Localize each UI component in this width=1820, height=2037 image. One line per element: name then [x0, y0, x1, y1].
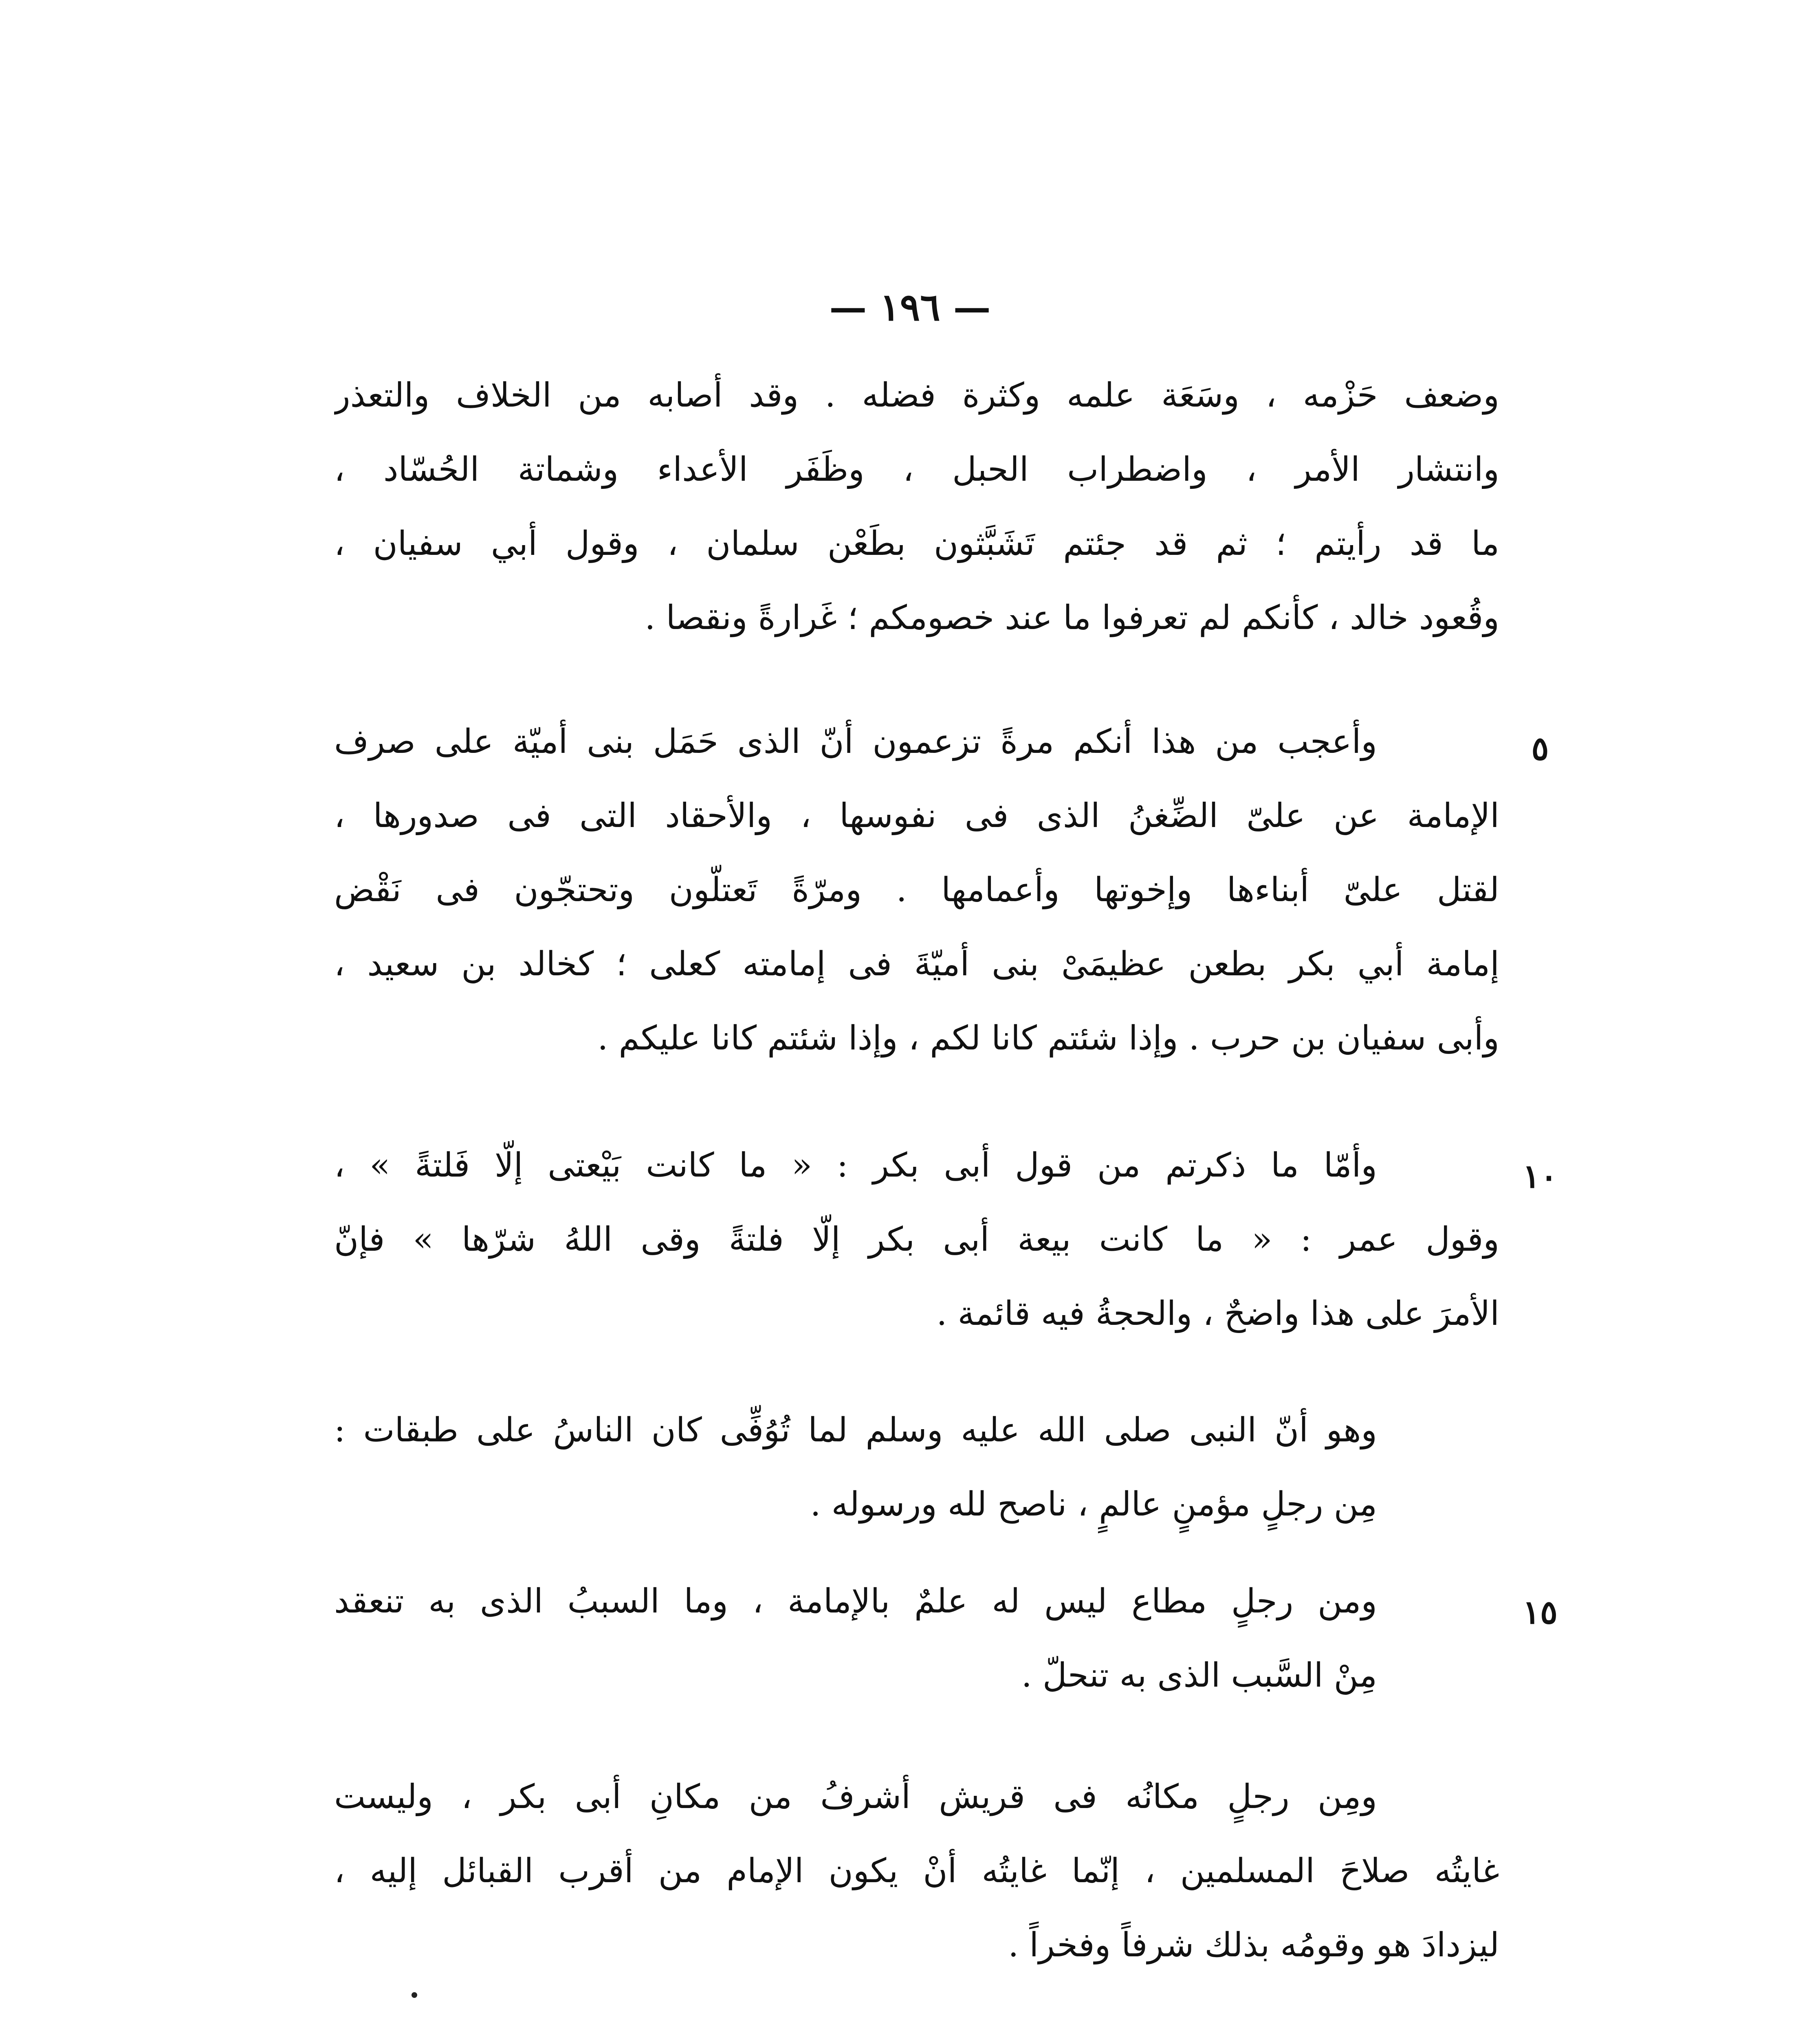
text-line: لقتل علىّ أبناءها وإخوتها وأعمامها . ومرّةً تَعتلّون وتحتجّون فى نَقْض — [334, 871, 1499, 909]
line-number-marker: ٥ — [1531, 729, 1549, 768]
paragraph-2 — [334, 705, 1499, 1076]
text-line: وقُعود خالد ، كأنكم لم تعرفوا ما عند خصومكم ؛ غَرارةً ونقصا . — [645, 598, 1499, 637]
paragraph-6 — [334, 1760, 1499, 1982]
text-line: ليزدادَ هو وقومُه بذلك شرفاً وفخراً . — [1008, 1926, 1499, 1964]
text-line: الإمامة عن علىّ الضِّغنُ الذى فى نفوسها ، والأحقاد التى فى صدورها ، — [334, 796, 1499, 835]
text-line — [334, 2025, 1499, 2037]
page-number: — ١٩٦ — — [829, 285, 991, 329]
text-line: غايتُه صلاحَ المسلمين ، إنّما غايتُه أنْ يكون الإمام من أقرب القبائل إليه ، — [334, 1852, 1499, 1890]
line-number-marker: ١٠ — [1523, 1157, 1558, 1195]
text-line: إمامة أبي بكر بطعن عظيمَىْ بنى أميّةَ فى إمامته كعلى ؛ كخالد بن سعيد ، — [334, 945, 1499, 983]
text-line: وقول عمر : « ما كانت بيعة أبى بكر إلّا فلتةً وقى اللهُ شرّها » فإنّ — [334, 1220, 1499, 1259]
paragraph-3 — [334, 1128, 1499, 1351]
text-line: ما قد رأيتم ؛ ثم قد جئتم تَشَبَّثون بطَعْن سلمان ، وقول أبي سفيان ، — [334, 524, 1499, 563]
text-line: مِنْ السَّبب الذى به تنحلّ . — [1021, 1656, 1377, 1695]
ink-speck — [412, 1992, 417, 1998]
paragraph-4 — [334, 1393, 1499, 1542]
text-line: ومن رجلٍ مطاع ليس له علمٌ بالإمامة ، وما السببُ الذى به تنعقد — [334, 1582, 1377, 1621]
text-line: الأمرَ على هذا واضحٌ ، والحجةُ فيه قائمة . — [936, 1294, 1499, 1333]
text-line: وأعجب من هذا أنكم مرةً تزعمون أنّ الذى حَمَل بنى أميّة على صرف — [334, 722, 1377, 761]
line-number-marker: ١٥ — [1523, 1593, 1558, 1631]
text-line: وأمّا ما ذكرتم من قول أبى بكر : « ما كانت بَيْعتى إلّا فَلتةً » ، — [334, 1146, 1377, 1185]
text-line: وهو أنّ النبى صلى الله عليه وسلم لما تُوُفِّى كان الناسُ على طبقات : — [334, 1411, 1377, 1450]
paragraph-1 — [334, 359, 1499, 655]
text-line: وانتشار الأمر ، واضطراب الحبل ، وظَفَر الأعداء وشماتة الحُسّاد ، — [334, 450, 1499, 489]
text-line: وضعف حَزْمه ، وسَعَة علمه وكثرة فضله . وقد أصابه من الخلاف والتعذر — [334, 376, 1499, 415]
paragraph-7 — [334, 2025, 1499, 2037]
paragraph-5 — [334, 1564, 1499, 1713]
text-line: مِن رجلٍ مؤمنٍ عالمٍ ، ناصح لله ورسوله . — [810, 1485, 1377, 1524]
text-line: وأبى سفيان بن حرب . وإذا شئتم كانا لكم ، وإذا شئتم كانا عليكم . — [597, 1019, 1499, 1058]
text-line: ومِن رجلٍ مكانُه فى قريش أشرفُ من مكانِ أبى بكر ، وليست — [334, 1777, 1377, 1816]
